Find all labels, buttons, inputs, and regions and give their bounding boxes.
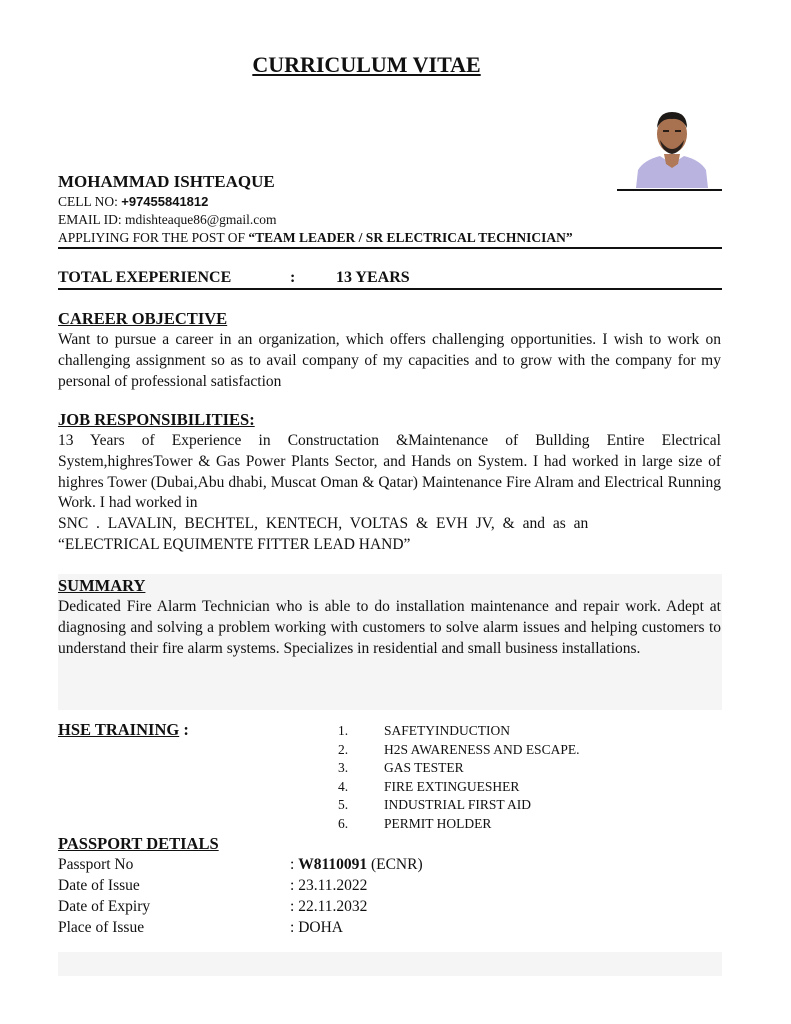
value-prefix: :	[290, 898, 299, 915]
passport-label: Date of Expiry	[58, 898, 151, 915]
job-responsibilities-heading: JOB RESPONSIBILITIES:	[58, 410, 255, 429]
list-item-number: 5.	[338, 797, 349, 813]
list-item-number: 1.	[338, 723, 349, 738]
list-item-number: 3.	[338, 760, 349, 776]
career-objective-text: Want to pursue a career in an organization, which offers challenging opportunities. I wish to work on challenging assignment so as to avail company of my capacities and to grow with the company for my personal of professional satisfaction	[58, 331, 721, 390]
apply-line	[58, 230, 573, 246]
list-item-text: INDUSTRIAL FIRST AID	[384, 797, 532, 813]
hse-heading-line	[58, 720, 189, 740]
email-label: EMAIL ID:	[58, 212, 122, 227]
list-item-number: 6.	[338, 815, 349, 831]
list-item	[338, 796, 579, 815]
cell-number: +97455841812	[121, 194, 209, 209]
value-text: 22.11.2032	[298, 898, 368, 915]
list-item	[338, 722, 579, 741]
job-responsibilities-text: 13 Years of Experience in Constructation &Maintenance of Bullding Entire Electrical System,highresTower & Gas Power Plants Sector, and Hands on System. I had worked in large size of highres Tower (Dubai,Abu dhabi, Muscat Oman & Qatar) Maintenance Fire Alram and Electrical Running Work. I had worked in	[58, 432, 721, 512]
experience-rule	[58, 288, 722, 290]
experience-value: 13 YEARS	[336, 269, 410, 286]
passport-value	[290, 919, 343, 937]
list-item	[338, 759, 579, 778]
list-item-text: SAFETYINDUCTION	[384, 723, 510, 738]
list-item	[338, 778, 579, 797]
passport-label: Passport No	[58, 856, 134, 873]
hse-heading: HSE TRAINING	[58, 720, 180, 739]
candidate-name: MOHAMMAD ISHTEAQUE	[58, 172, 275, 191]
job-companies: SNC . LAVALIN, BECHTEL, KENTECH, VOLTAS & EVH JV, & and as an	[58, 515, 589, 532]
passport-label: Date of Issue	[58, 877, 140, 894]
photo-divider	[617, 189, 722, 191]
header-rule	[58, 247, 722, 249]
list-item-text: PERMIT HOLDER	[384, 815, 492, 831]
list-item	[338, 815, 579, 834]
summary-text: Dedicated Fire Alarm Technician who is able to do installation maintenance and repair work. Adept at diagnosing and solving a problem working with customers to solve alarm issues and helping customers to understand their fire alarm systems. Specializes in residential and small business installations.	[58, 598, 721, 657]
experience-colon: :	[290, 269, 296, 286]
career-objective-heading: CAREER OBJECTIVE	[58, 309, 228, 328]
experience-label: TOTAL EXEPERIENCE	[58, 269, 232, 286]
passport-heading: PASSPORT DETIALS	[58, 834, 219, 853]
apply-prefix: APPLIYING FOR THE POST OF	[58, 230, 246, 245]
total-experience	[58, 269, 410, 287]
email-address: mdishteaque86@gmail.com	[125, 212, 277, 227]
passport-value	[290, 898, 367, 916]
list-item-number: 2.	[338, 741, 349, 757]
passport-value	[290, 877, 367, 895]
value-prefix: :	[290, 856, 299, 873]
summary-heading: SUMMARY	[58, 576, 146, 595]
value-text: 23.11.2022	[298, 877, 368, 894]
cell-line	[58, 194, 208, 210]
apply-post: “TEAM LEADER / SR ELECTRICAL TECHNICIAN”	[248, 230, 573, 245]
list-item-text: GAS TESTER	[384, 760, 464, 776]
list-item-text: H2S AWARENESS AND ESCAPE.	[384, 741, 580, 757]
value-text: DOHA	[298, 919, 343, 936]
profile-photo	[632, 104, 712, 188]
job-role: “ELECTRICAL EQUIMENTE FITTER LEAD HAND”	[58, 536, 411, 553]
cell-label: CELL NO:	[58, 194, 118, 209]
value-text: (ECNR)	[367, 856, 423, 873]
passport-number: W8110091	[298, 856, 368, 873]
email-line	[58, 212, 277, 228]
value-prefix: :	[290, 877, 299, 894]
document-title: CURRICULUM VITAE	[252, 52, 481, 77]
footer-shade	[58, 952, 722, 976]
hse-heading-colon: :	[179, 720, 189, 739]
list-item-number: 4.	[338, 778, 349, 794]
passport-label: Place of Issue	[58, 919, 145, 936]
list-item-text: FIRE EXTINGUESHER	[384, 778, 520, 794]
passport-value	[290, 856, 423, 874]
value-prefix: :	[290, 919, 299, 936]
list-item	[338, 741, 579, 760]
hse-training-list	[338, 722, 579, 834]
